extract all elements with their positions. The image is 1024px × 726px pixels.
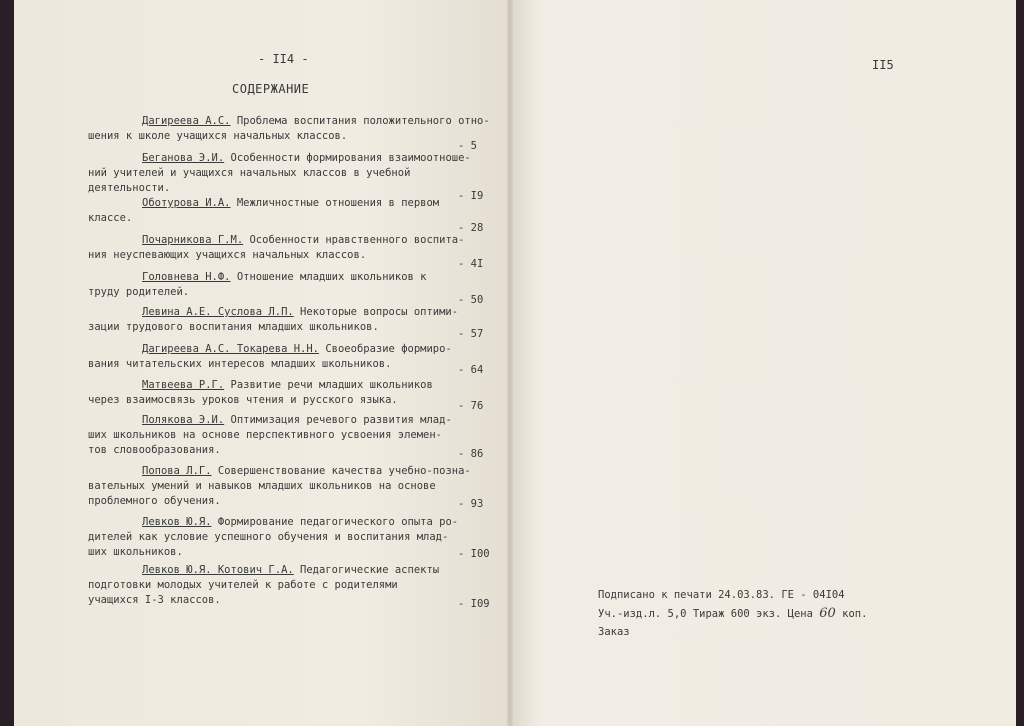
toc-page-number: - 93 <box>458 498 484 510</box>
imprint-details: Уч.-изд.л. 5,0 Тираж 600 экз. Цена <box>598 608 813 620</box>
toc-author: Головнева Н.Ф. <box>142 271 231 283</box>
toc-author: Беганова Э.И. <box>142 152 225 164</box>
toc-entry-first-line <box>142 115 490 127</box>
toc-author: Матвеева Р.Г. <box>142 379 225 391</box>
toc-page-number: - 86 <box>458 448 484 460</box>
page-title: СОДЕРЖАНИЕ <box>232 82 310 96</box>
toc-title-text: Оптимизация речевого развития млад- <box>224 414 452 426</box>
toc-page-number: - 5 <box>458 140 477 152</box>
toc-title-text: Своеобразие формиро- <box>319 343 452 355</box>
toc-author: Левков Ю.Я. Котович Г.А. <box>142 564 294 576</box>
toc-entry-line: ших школьников на основе перспективного усвоения элемен- <box>88 429 443 441</box>
toc-title-text: Проблема воспитания положительного отно- <box>230 115 490 127</box>
toc-entry-first-line <box>142 516 458 528</box>
toc-author: Полякова Э.И. <box>142 414 225 426</box>
toc-entry-first-line <box>142 564 439 576</box>
toc-entry-line: вания читательских интересов младших школьников. <box>88 358 392 370</box>
book-spine <box>507 0 513 726</box>
toc-page-number: - I00 <box>458 548 490 560</box>
toc-title-text: Некоторые вопросы оптими- <box>293 306 459 318</box>
toc-entry-line: учащихся I-3 классов. <box>88 594 221 606</box>
right-page-number: II5 <box>872 58 894 72</box>
toc-author: Дагиреева А.С. Токарева Н.Н. <box>142 343 320 355</box>
toc-entry-line: ния неуспевающих учащихся начальных классов. <box>88 249 367 261</box>
toc-entry-first-line <box>142 234 464 246</box>
toc-entry-line: проблемного обучения. <box>88 495 221 507</box>
toc-entry-line: подготовки молодых учителей к работе с родителями <box>88 579 398 591</box>
toc-entry-first-line <box>142 306 458 318</box>
toc-title-text: Особенности нравственного воспита- <box>243 234 465 246</box>
toc-entry-first-line <box>142 271 426 283</box>
toc-author: Дагиреева А.С. <box>142 115 231 127</box>
left-page-number: - II4 - <box>258 52 309 66</box>
toc-author: Левина А.Е. Суслова Л.П. <box>142 306 294 318</box>
toc-title-text: Межличностные отношения в первом <box>230 197 440 209</box>
toc-title-text: Педагогические аспекты <box>293 564 440 576</box>
toc-entry-line: вательных умений и навыков младших школьников на основе <box>88 480 436 492</box>
toc-entry-line: ний учителей и учащихся начальных классов в учебной <box>88 167 411 179</box>
toc-page-number: - I9 <box>458 190 484 202</box>
toc-page-number: - 50 <box>458 294 484 306</box>
toc-entry-line: шения к школе учащихся начальных классов. <box>88 130 348 142</box>
toc-entry-line: дителей как условие успешного обучения и воспитания млад- <box>88 531 449 543</box>
toc-title-text: Совершенствование качества учебно-позна- <box>211 465 471 477</box>
toc-entry-first-line <box>142 152 471 164</box>
toc-entry-first-line <box>142 379 433 391</box>
toc-entry-first-line <box>142 465 471 477</box>
imprint-order: Заказ <box>598 626 630 638</box>
price-unit: коп. <box>842 608 868 620</box>
toc-author: Попова Л.Г. <box>142 465 212 477</box>
toc-author: Оботурова И.А. <box>142 197 231 209</box>
toc-page-number: - 76 <box>458 400 484 412</box>
toc-page-number: - I09 <box>458 598 490 610</box>
toc-page-number: - 64 <box>458 364 484 376</box>
handwritten-price: 60 <box>819 606 836 621</box>
toc-entry-line: зации трудового воспитания младших школьников. <box>88 321 379 333</box>
toc-title-text: Отношение младших школьников к <box>230 271 427 283</box>
toc-page-number: - 57 <box>458 328 484 340</box>
toc-page-number: - 28 <box>458 222 484 234</box>
toc-title-text: Формирование педагогического опыта ро- <box>211 516 459 528</box>
imprint-line-1: Подписано к печати 24.03.83. ГЕ - 04I04 <box>598 589 845 601</box>
toc-entry-first-line <box>142 414 452 426</box>
toc-page-number: - 4I <box>458 258 484 270</box>
toc-entry-first-line <box>142 197 439 209</box>
toc-entry-line: ших школьников. <box>88 546 183 558</box>
toc-entry-line: труду родителей. <box>88 286 190 298</box>
toc-entry-line: деятельности. <box>88 182 171 194</box>
toc-entry-line: тов словообразования. <box>88 444 221 456</box>
toc-entry-first-line <box>142 343 452 355</box>
toc-title-text: Развитие речи младших школьников <box>224 379 433 391</box>
toc-title-text: Особенности формирования взаимоотноше- <box>224 152 471 164</box>
toc-entry-line: через взаимосвязь уроков чтения и русского языка. <box>88 394 398 406</box>
imprint-line-2 <box>598 606 867 621</box>
toc-author: Почарникова Г.М. <box>142 234 244 246</box>
toc-author: Левков Ю.Я. <box>142 516 212 528</box>
toc-entry-line: классе. <box>88 212 133 224</box>
